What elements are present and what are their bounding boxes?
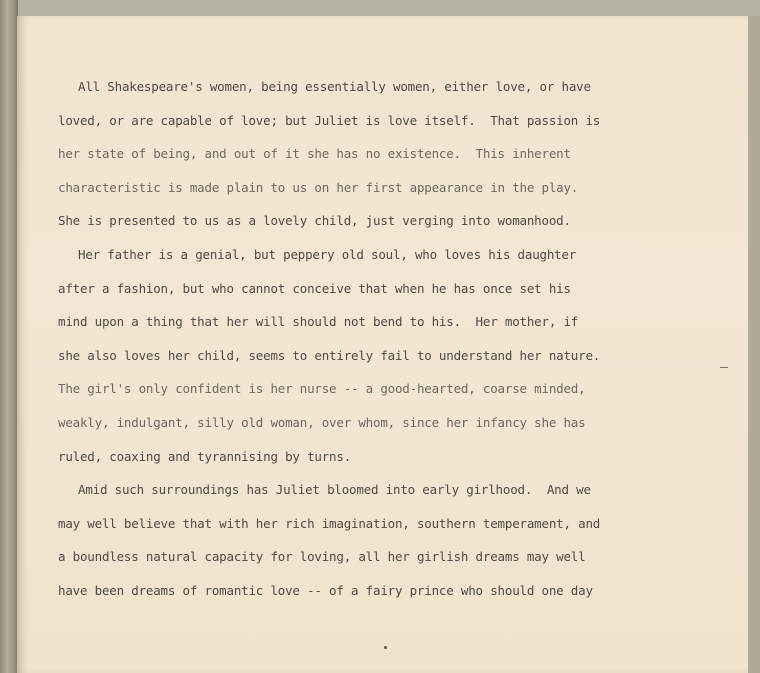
text-line: after a fashion, but who cannot conceive that when he has once set his xyxy=(58,280,571,296)
text-line: have been dreams of romantic love -- of a fairy prince who should one day xyxy=(58,582,593,598)
text-line: she also loves her child, seems to entirely fail to understand her nature. xyxy=(58,347,601,363)
text-line: mind upon a thing that her will should not bend to his. Her mother, if xyxy=(58,314,579,330)
paper-speck xyxy=(384,646,387,649)
margin-mark xyxy=(720,367,728,368)
text-line: She is presented to us as a lovely child, just verging into womanhood. xyxy=(58,213,571,229)
text-line: weakly, indulgant, silly old woman, over whom, since her infancy she has xyxy=(58,414,586,430)
binding-edge xyxy=(0,0,18,673)
text-line: Her father is a genial, but peppery old soul, who loves his daughter xyxy=(78,246,577,262)
text-line: characteristic is made plain to us on her first appearance in the play. xyxy=(58,179,579,195)
scan-background-right xyxy=(748,16,760,673)
text-line: her state of being, and out of it she has no existence. This inherent xyxy=(58,146,571,162)
text-line: ruled, coaxing and tyrannising by turns. xyxy=(58,448,352,464)
text-line: Amid such surroundings has Juliet bloomed into early girlhood. And we xyxy=(78,482,591,498)
text-line: All Shakespeare's women, being essentially women, either love, or have xyxy=(78,79,591,94)
scan-background-top xyxy=(17,0,760,16)
text-line: loved, or are capable of love; but Juliet is love itself. That passion is xyxy=(58,112,601,128)
text-line: The girl's only confident is her nurse -- a good-hearted, coarse minded, xyxy=(58,381,586,397)
text-line: may well believe that with her rich imagination, southern temperament, and xyxy=(58,515,601,531)
text-line: a boundless natural capacity for loving, all her girlish dreams may well xyxy=(58,549,586,565)
typescript-body xyxy=(58,70,718,608)
